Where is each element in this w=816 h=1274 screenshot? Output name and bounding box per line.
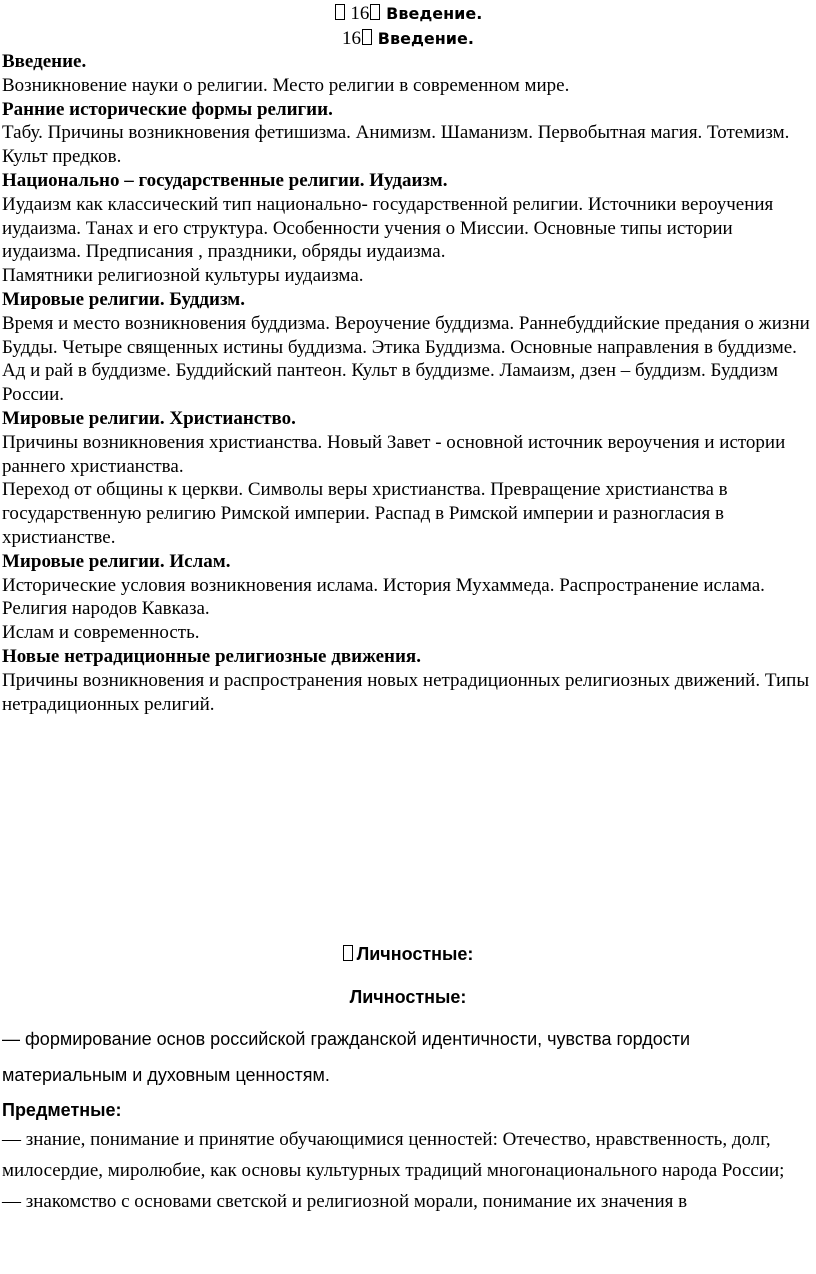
topic-paragraph: Исторические условия возникновения ислама. История Мухаммеда. Распространение ислама. Религия народов Кавказа. bbox=[2, 574, 765, 620]
section-heading-text: Личностные: bbox=[356, 944, 474, 964]
topic-heading: Национально – государственные религии. Иудаизм. bbox=[2, 169, 448, 191]
header-line-2 bbox=[0, 27, 816, 51]
subject-outcomes-heading: Предметные: bbox=[2, 1100, 122, 1120]
topic-paragraph: Переход от общины к церкви. Символы веры христианства. Превращение христианства в государственную религию Римской империи. Распад в Римской империи и разногласия в христианстве. bbox=[2, 479, 728, 548]
subject-outcome-item: — знание, понимание и принятие обучающимися ценностей: Отечество, нравственность, долг, bbox=[2, 1129, 771, 1150]
syllabus-content bbox=[2, 50, 814, 716]
topic-paragraph: Ислам и современность. bbox=[2, 622, 200, 644]
topic-paragraph: Возникновение науки о религии. Место религии в современном мире. bbox=[2, 74, 570, 96]
missing-glyph-icon bbox=[335, 4, 345, 20]
section-heading-with-box bbox=[0, 943, 816, 965]
topic-paragraph: Табу. Причины возникновения фетишизма. Анимизм. Шаманизм. Первобытная магия. Тотемизм. Культ предков. bbox=[2, 122, 790, 168]
topic-paragraph: Причины возникновения и распространения новых нетрадиционных религиозных движений. Типы нетрадиционных религий. bbox=[2, 669, 810, 715]
header-number: 16 bbox=[350, 3, 370, 24]
topic-paragraph: Причины возникновения христианства. Новый Завет - основной источник вероучения и истории раннего христианства. bbox=[2, 431, 786, 477]
header-line-1 bbox=[0, 2, 816, 26]
section-heading: Личностные: bbox=[349, 987, 467, 1007]
subject-outcome-item: — знакомство с основами светской и религиозной морали, понимание их значения в bbox=[2, 1191, 688, 1212]
topic-paragraph: Время и место возникновения буддизма. Вероучение буддизма. Раннебуддийские предания о жизни Будды. Четыре священных истины буддизма. Этика Буддизма. Основные направления в буддизме. Ад и рай в буддизме. Буддийский пантеон. Культ в буддизме. Ламаизм, дзен – буддизм. Буддизм России. bbox=[2, 312, 810, 406]
subject-outcome-item: милосердие, миролюбие, как основы культурных традиций многонационального народа России; bbox=[2, 1160, 785, 1181]
personal-outcome-line-1: — формирование основ российской гражданской идентичности, чувства гордости bbox=[2, 1029, 691, 1049]
topic-paragraph: Иудаизм как классический тип национально- государственной религии. Источники вероучения иудаизма. Танах и его структура. Особенности учения о Миссии. Основные типы истории иудаизма. Предписания , праздники, обряды иудаизма. bbox=[2, 193, 774, 263]
header-number: 16 bbox=[342, 28, 362, 49]
personal-outcome-line-2: материальным и духовным ценностям. bbox=[2, 1065, 330, 1085]
topic-heading: Мировые религии. Ислам. bbox=[2, 550, 231, 572]
topic-heading: Мировые религии. Христианство. bbox=[2, 407, 296, 429]
topic-paragraph: Памятники религиозной культуры иудаизма. bbox=[2, 265, 364, 287]
header-title: Введение. bbox=[377, 29, 474, 48]
topic-heading: Новые нетрадиционные религиозные движения. bbox=[2, 645, 421, 667]
subject-outcomes-list bbox=[2, 1129, 814, 1213]
missing-glyph-icon bbox=[343, 945, 353, 961]
topic-heading: Введение. bbox=[2, 51, 87, 72]
missing-glyph-icon bbox=[362, 29, 372, 45]
header-title: Введение. bbox=[386, 4, 483, 23]
topic-heading: Мировые религии. Буддизм. bbox=[2, 288, 246, 310]
topic-heading: Ранние исторические формы религии. bbox=[2, 98, 333, 120]
missing-glyph-icon bbox=[370, 4, 380, 20]
